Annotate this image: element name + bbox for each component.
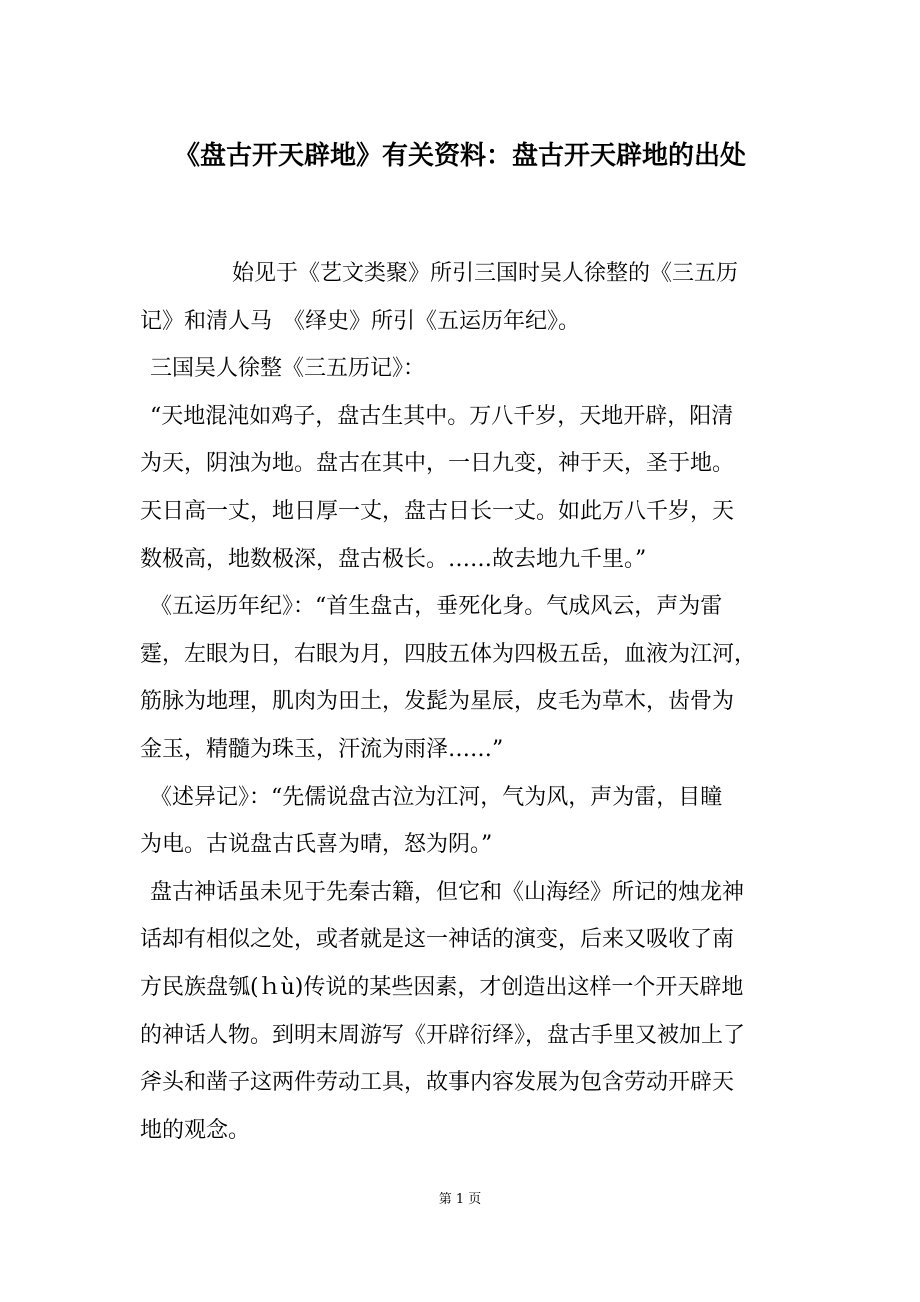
paragraph xyxy=(140,774,800,869)
text-line: 方民族盘瓠(ｈù)传说的某些因素，才创造出这样一个开天辟地 xyxy=(140,974,744,1000)
text-line: 为电。古说盘古氏喜为晴，怒为阴。” xyxy=(140,832,493,858)
text-line: 的神话人物。到明末周游写《开辟衍绎》，盘古手里又被加上了 xyxy=(140,1022,746,1048)
text-line: 话却有相似之处，或者就是这一神话的演变，后来又吸收了南 xyxy=(140,927,735,953)
text-line: 记》和清人马 《绎史》所引《五运历年纪》。 xyxy=(140,308,581,334)
text-line: 天日高一丈，地日厚一丈，盘古日长一丈。如此万八千岁，天 xyxy=(140,498,735,524)
document-title: 《盘古开天辟地》有关资料：盘古开天辟地的出处 xyxy=(173,141,746,171)
paragraph xyxy=(140,393,800,583)
document-body xyxy=(140,250,800,1154)
text-line: 《述异记》：“先儒说盘古泣为江河，气为风，声为雷，目瞳 xyxy=(150,784,723,810)
text-line: 数极高，地数极深，盘古极长。……故去地九千里。” xyxy=(140,546,647,572)
paragraph xyxy=(140,583,800,773)
page-number: 第 1 页 xyxy=(438,1192,482,1207)
text-line: 三国吴人徐整《三五历记》： xyxy=(150,356,426,382)
text-line: 始见于《艺文类聚》所引三国时吴人徐整的《三五历 xyxy=(232,261,739,286)
text-line: 金玉，精髓为珠玉，汗流为雨泽……” xyxy=(140,736,504,762)
text-line: 地的观念。 xyxy=(140,1117,251,1143)
text-line: 筋脉为地理，肌肉为田土，发髭为星辰，皮毛为草木，齿骨为 xyxy=(140,689,735,715)
paragraph xyxy=(140,869,800,1155)
text-line: 《五运历年纪》：“首生盘古，垂死化身。气成风云，声为雷 xyxy=(150,594,723,620)
paragraph xyxy=(140,250,800,345)
paragraph xyxy=(140,345,800,393)
text-line: 斧头和凿子这两件劳动工具，故事内容发展为包含劳动开辟天 xyxy=(140,1070,735,1096)
text-line: “天地混沌如鸡子，盘古生其中。万八千岁，天地开辟，阳清 xyxy=(150,403,734,429)
text-line: 霆，左眼为日，右眼为月，四肢五体为四极五岳，血液为江河， xyxy=(140,641,757,667)
text-line: 盘古神话虽未见于先秦古籍，但它和《山海经》所记的烛龙神 xyxy=(150,879,745,905)
text-line: 为天，阴浊为地。盘古在其中，一日九变，神于天，圣于地。 xyxy=(140,451,735,477)
